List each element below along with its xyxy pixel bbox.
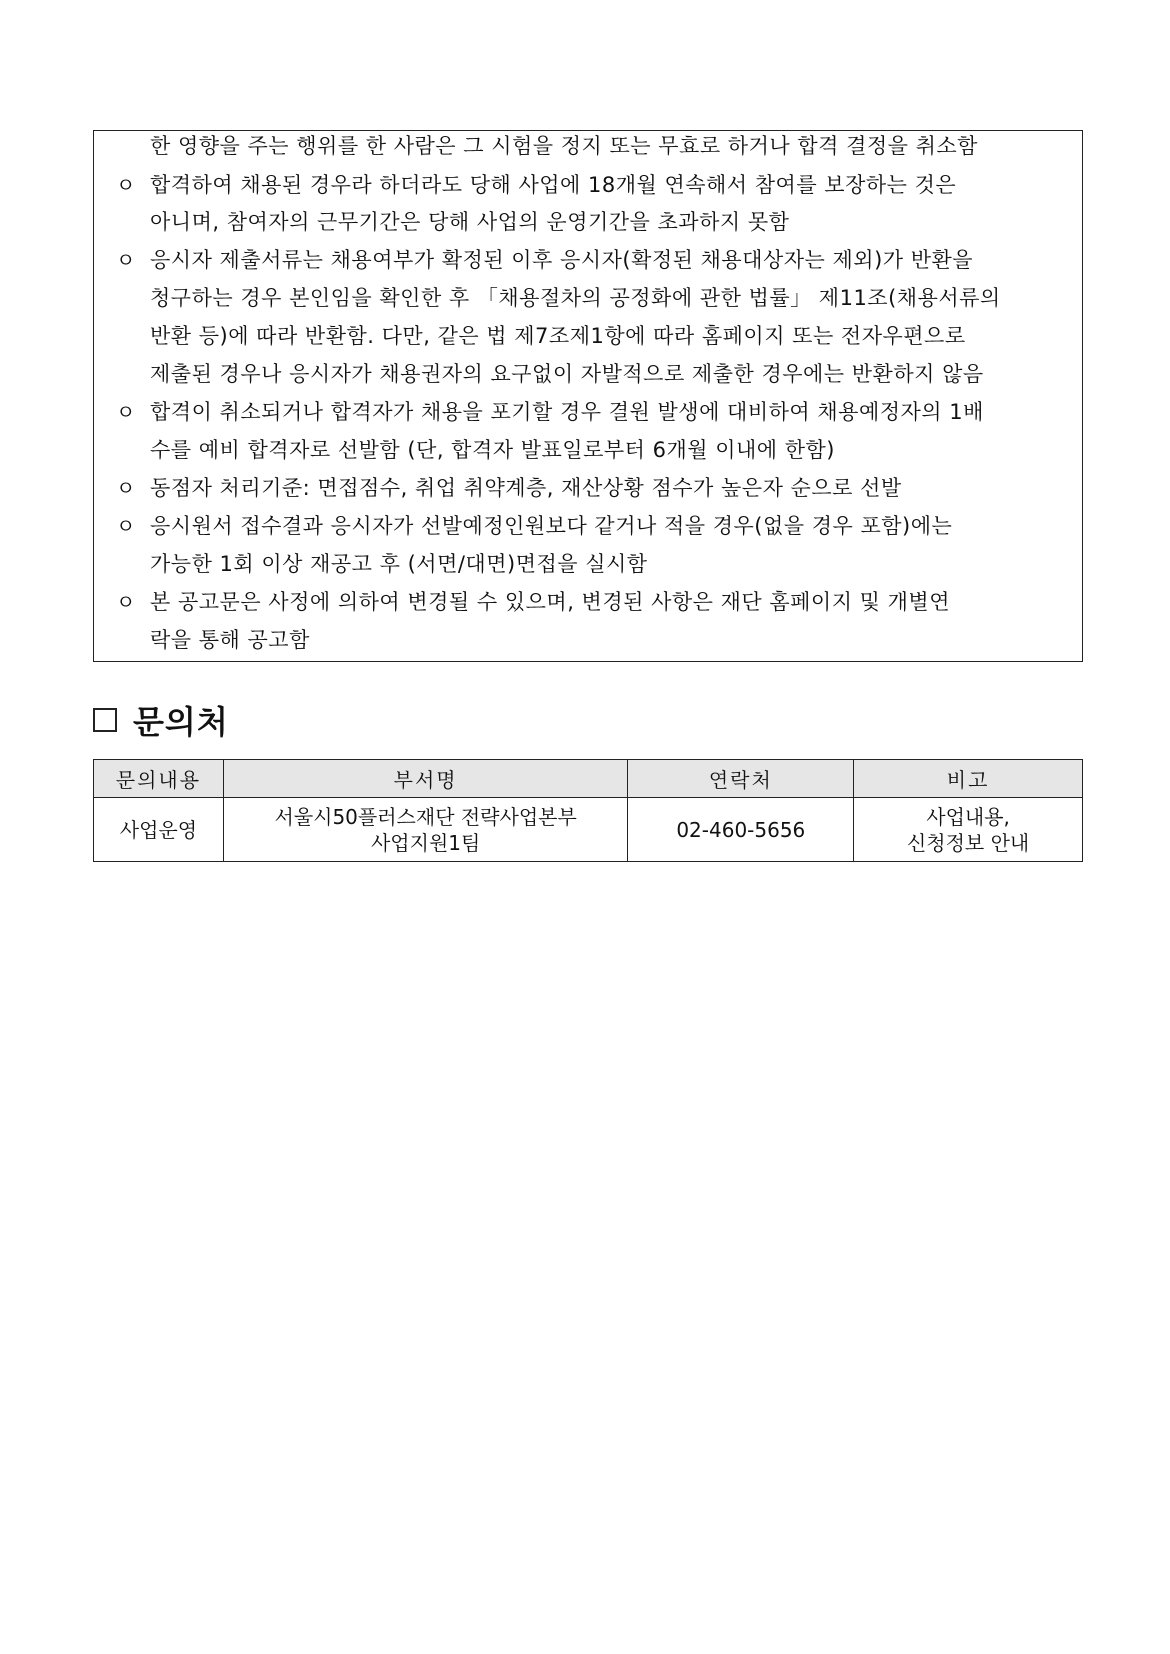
- header-note: 비고: [854, 760, 1083, 798]
- contact-table: [93, 759, 1083, 862]
- bullet-marker: ㅇ: [116, 514, 136, 538]
- bullet-marker: ㅇ: [116, 248, 136, 272]
- notice-line: 수를 예비 합격자로 선발함 (단, 합격자 발표일로부터 6개월 이내에 한함): [150, 438, 836, 462]
- note-line: 신청정보 안내: [906, 830, 1030, 855]
- department-line: 서울시50플러스재단 전략사업본부: [274, 804, 577, 829]
- bullet-marker: ㅇ: [116, 400, 136, 424]
- notice-line: 한 영향을 주는 행위를 한 사람은 그 시험을 정지 또는 무효로 하거나 합격 결정을 취소함: [150, 134, 978, 158]
- notice-line: 본 공고문은 사정에 의하여 변경될 수 있으며, 변경된 사항은 재단 홈페이지 및 개별연: [150, 590, 951, 614]
- notice-line: 합격하여 채용된 경우라 하더라도 당해 사업에 18개월 연속해서 참여를 보장하는 것은: [150, 173, 957, 197]
- notice-line: 응시원서 접수결과 응시자가 선발예정인원보다 같거나 적을 경우(없을 경우 포함)에는: [150, 514, 953, 538]
- bullet-marker: ㅇ: [116, 590, 136, 614]
- notice-line: 동점자 처리기준: 면접점수, 취업 취약계층, 재산상황 점수가 높은자 순으로 선발: [150, 476, 902, 500]
- notice-line: 청구하는 경우 본인임을 확인한 후 「채용절차의 공정화에 관한 법률」 제11조(채용서류의: [150, 286, 1001, 310]
- department-line: 사업지원1팀: [370, 830, 481, 855]
- bullet-marker: ㅇ: [116, 476, 136, 500]
- cell-phone: 02-460-5656: [628, 798, 854, 862]
- notice-line: 가능한 1회 이상 재공고 후 (서면/대면)면접을 실시함: [150, 552, 648, 576]
- section-title: 문의처: [133, 703, 229, 741]
- cell-category: 사업운영: [94, 798, 224, 862]
- notice-line: 아니며, 참여자의 근무기간은 당해 사업의 운영기간을 초과하지 못함: [150, 210, 790, 234]
- header-department: 부서명: [223, 760, 628, 798]
- notice-line: 락을 통해 공고함: [150, 628, 310, 652]
- notice-line: 반환 등)에 따라 반환함. 다만, 같은 법 제7조제1항에 따라 홈페이지 또는 전자우편으로: [150, 324, 966, 348]
- table-header-row: [94, 760, 1083, 798]
- checkbox-square-icon: [93, 708, 117, 732]
- bullet-marker: ㅇ: [116, 173, 136, 197]
- header-contact: 연락처: [628, 760, 854, 798]
- table-row: [94, 798, 1083, 862]
- contact-section-header: [93, 698, 229, 742]
- note-line: 사업내용,: [926, 804, 1010, 829]
- cell-note: [854, 798, 1083, 862]
- notice-line: 제출된 경우나 응시자가 채용권자의 요구없이 자발적으로 제출한 경우에는 반환하지 않음: [150, 362, 984, 386]
- header-inquiry-content: 문의내용: [94, 760, 224, 798]
- notice-line: 합격이 취소되거나 합격자가 채용을 포기할 경우 결원 발생에 대비하여 채용예정자의 1배: [150, 400, 984, 424]
- notice-box: [93, 130, 1083, 662]
- cell-department: [223, 798, 628, 862]
- notice-line: 응시자 제출서류는 채용여부가 확정된 이후 응시자(확정된 채용대상자는 제외)가 반환을: [150, 248, 974, 272]
